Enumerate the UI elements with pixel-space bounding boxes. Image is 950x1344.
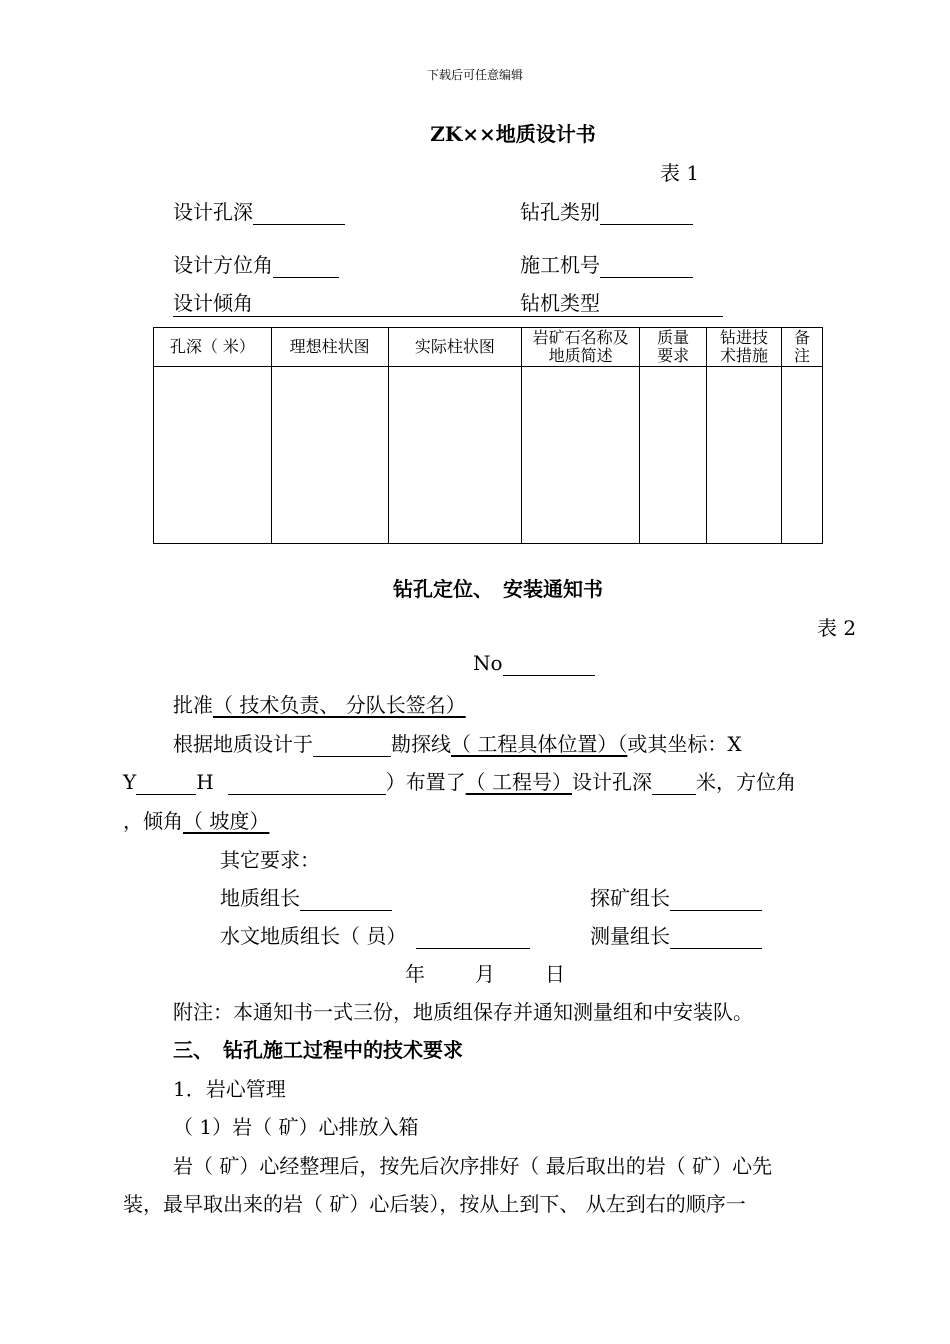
survey-leader-blank bbox=[670, 924, 762, 949]
section3-para-line-1: 岩（ 矿）心经整理后，按先后次序排好（ 最后取出的岩（ 矿）心先 bbox=[173, 1154, 773, 1178]
date-day: 日 bbox=[545, 962, 565, 986]
survey-leader bbox=[590, 920, 762, 949]
hydro-leader-blank bbox=[416, 924, 530, 949]
design-title: ZK××地质设计书 bbox=[430, 122, 596, 146]
body-2f: 米，方位角 bbox=[696, 770, 797, 794]
field-dip-rig bbox=[173, 287, 723, 317]
col-quality-text: 质量要求 bbox=[657, 328, 690, 365]
body-1d: 或其坐标：X bbox=[627, 732, 742, 756]
body-2d: （ 工程号） bbox=[465, 770, 573, 794]
field-azimuth-label: 设计方位角 bbox=[173, 253, 273, 277]
survey-leader-label: 测量组长 bbox=[590, 924, 670, 948]
cell-empty bbox=[154, 367, 272, 544]
geo-leader-label: 地质组长 bbox=[220, 886, 300, 910]
notice-number bbox=[473, 651, 595, 676]
cell-empty bbox=[782, 367, 823, 544]
col-remarks bbox=[782, 328, 823, 367]
design-table-body-row bbox=[154, 367, 823, 544]
notice-no-blank bbox=[503, 651, 595, 676]
body-1a: 根据地质设计于 bbox=[173, 732, 313, 756]
col-ideal-column: 理想柱状图 bbox=[271, 328, 388, 367]
hydro-leader-label: 水文地质组长（ 员） bbox=[220, 924, 407, 948]
field-depth-label: 设计孔深 bbox=[173, 200, 253, 224]
cell-empty bbox=[271, 367, 388, 544]
section3-para-line-2: 装，最早取出来的岩（ 矿）心后装），按从上到下、 从左到右的顺序一 bbox=[123, 1192, 746, 1216]
body-2b: H bbox=[196, 770, 214, 794]
explore-leader-label: 探矿组长 bbox=[590, 886, 670, 910]
col-drilling-measures bbox=[707, 328, 782, 367]
body-1c: （ 工程具体位置）（ bbox=[451, 732, 628, 756]
field-machine-no-blank bbox=[600, 253, 693, 278]
notice-footnote: 附注：本通知书一式三份，地质组保存并通知测量组和中安装队。 bbox=[173, 1000, 753, 1024]
blank-depth bbox=[652, 770, 696, 795]
section3-sub1-1: （ 1）岩（ 矿）心排放入箱 bbox=[173, 1115, 419, 1139]
blank-y bbox=[136, 770, 196, 795]
field-depth bbox=[173, 196, 345, 225]
cell-empty bbox=[522, 367, 640, 544]
body-3a: ，倾角 bbox=[123, 809, 183, 833]
col-drilling-measures-text: 钻进技术措施 bbox=[720, 328, 769, 365]
cell-empty bbox=[640, 367, 707, 544]
field-dip-rig-line bbox=[173, 287, 723, 317]
col-rock-description-text: 岩矿石名称及地质简述 bbox=[532, 328, 629, 365]
field-machine-no-label: 施工机号 bbox=[520, 253, 600, 277]
approve-value: （ 技术负责、 分队长签名） bbox=[213, 693, 466, 717]
section3-sub1: 1．岩心管理 bbox=[173, 1077, 286, 1101]
field-rig-type-label: 钻机类型 bbox=[520, 291, 600, 315]
header-note: 下载后可任意编辑 bbox=[426, 68, 523, 82]
notice-body-line-3 bbox=[123, 805, 269, 834]
geo-leader-blank bbox=[300, 886, 392, 911]
body-2a: Y bbox=[123, 770, 137, 794]
hydro-leader bbox=[220, 920, 530, 949]
col-actual-column: 实际柱状图 bbox=[388, 328, 522, 367]
body-2e: 设计孔深 bbox=[572, 770, 653, 794]
field-machine-no bbox=[520, 249, 693, 278]
section3-heading: 三、 钻孔施工过程中的技术要求 bbox=[173, 1038, 463, 1062]
body-3b: （ 坡度） bbox=[183, 809, 270, 833]
explore-leader bbox=[590, 882, 762, 911]
geo-leader bbox=[220, 882, 392, 911]
cell-empty bbox=[388, 367, 522, 544]
other-requirements: 其它要求： bbox=[220, 848, 320, 872]
table2-label: 表 2 bbox=[817, 616, 857, 640]
col-rock-description bbox=[522, 328, 640, 367]
field-dip-label: 设计倾角 bbox=[173, 291, 253, 315]
col-quality bbox=[640, 328, 707, 367]
field-drill-type bbox=[520, 196, 693, 225]
field-azimuth bbox=[173, 249, 339, 278]
notice-no-label: No bbox=[473, 651, 503, 675]
blank-design-date bbox=[313, 732, 391, 757]
date-year: 年 bbox=[405, 962, 425, 986]
col-remarks-text: 备注 bbox=[793, 328, 810, 365]
body-2c: ）布置了 bbox=[385, 770, 466, 794]
col-depth: 孔深（ 米） bbox=[154, 328, 272, 367]
approve-label: 批准 bbox=[173, 693, 213, 717]
notice-body-line-1 bbox=[173, 728, 742, 757]
explore-leader-blank bbox=[670, 886, 762, 911]
date-month: 月 bbox=[475, 962, 495, 986]
cell-empty bbox=[707, 367, 782, 544]
notice-body-line-2 bbox=[123, 766, 796, 795]
table1-label: 表 1 bbox=[660, 161, 700, 185]
design-table bbox=[153, 327, 823, 544]
design-table-header-row bbox=[154, 328, 823, 367]
field-azimuth-blank bbox=[273, 253, 339, 278]
notice-title: 钻孔定位、 安装通知书 bbox=[393, 577, 603, 601]
body-1b: 勘探线 bbox=[391, 732, 451, 756]
field-drill-type-label: 钻孔类别 bbox=[520, 200, 600, 224]
field-drill-type-blank bbox=[600, 200, 693, 225]
approve-line bbox=[173, 689, 466, 718]
blank-h bbox=[228, 770, 386, 795]
field-depth-blank bbox=[253, 200, 345, 225]
